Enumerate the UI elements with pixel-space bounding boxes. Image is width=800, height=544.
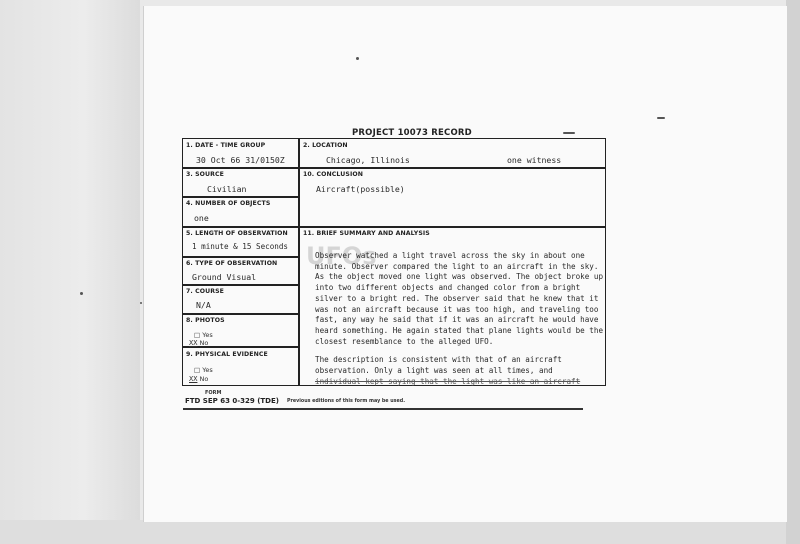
physical-evidence-label: 9. PHYSICAL EVIDENCE [186,351,268,358]
course-label: 7. COURSE [186,288,224,295]
source-label: 3. SOURCE [186,171,224,178]
photos-yes-label: Yes [202,331,213,339]
conclusion-label: 10. CONCLUSION [303,171,363,178]
footer-rule [183,408,583,410]
witness-count: one witness [507,155,562,165]
row-divider [182,226,606,228]
evidence-no-label: No [199,375,209,383]
location-label: 2. LOCATION [303,142,348,149]
summary-paragraph-2: The description is consistent with that of an aircraft observation. Only a light was seen at all times, and [315,355,562,376]
photos-label: 8. PHOTOS [186,317,225,324]
number-of-objects-value: one [194,213,209,223]
photos-no-label: No [199,339,209,347]
form-title: PROJECT 10073 RECORD [352,128,472,138]
checkbox-icon: □ [194,366,201,374]
source-value: Civilian [207,184,247,194]
form-word: FORM [205,390,222,396]
dust-speck [80,292,83,295]
number-of-objects-label: 4. NUMBER OF OBJECTS [186,200,271,207]
row-divider [182,167,606,169]
scan-bottom-margin [0,520,800,544]
row-divider [182,256,299,258]
course-value: N/A [196,300,211,310]
row-divider [182,313,299,315]
evidence-no-mark: XX [189,375,198,383]
type-of-observation-value: Ground Visual [192,272,257,282]
summary-paragraph-3: individual kept saying that the light was like an aircraft [315,376,581,386]
location-value: Chicago, Illinois [326,155,410,165]
dust-speck [657,117,665,119]
summary-label: 11. BRIEF SUMMARY AND ANALYSIS [303,230,430,237]
row-divider [182,284,299,286]
length-of-observation-label: 5. LENGTH OF OBSERVATION [186,230,288,237]
watermark-text: UFOs [306,242,377,270]
dust-speck [563,132,575,134]
evidence-yes-option [194,366,213,374]
photos-yes-option [194,331,213,339]
checkbox-icon: □ [194,331,201,339]
row-divider [182,196,299,198]
length-of-observation-value: 1 minute & 15 Seconds [192,242,289,251]
scan-left-margin [0,0,140,544]
dust-speck [140,302,142,304]
date-time-value: 30 Oct 66 31/0150Z [196,155,285,165]
conclusion-value: Aircraft(possible) [316,184,405,194]
form-note: Previous editions of this form may be used. [287,399,406,404]
scan-right-edge [786,0,800,544]
summary-paragraph-1: Observer watched a light travel across the sky in about one minute. Observer compared the light to an aircraft in the sky. As the object moved one light was observed. The object broke up into two different objects and changed color from a bright silver to a bright red. The observer said that he knew that it was not an aircraft because it was too high, and traveling too fast, any way he said that if it was an aircraft he would have heard something. He again stated that plane lights would be the closest resemblance to the alleged UFO. [315,251,604,346]
form-code: FTD SEP 63 0-329 (TDE) [185,397,279,405]
photos-no-option [189,339,208,347]
type-of-observation-label: 6. TYPE OF OBSERVATION [186,260,278,267]
dust-speck [356,57,359,60]
watermark-logo [296,236,446,276]
photos-no-mark: XX [189,339,198,347]
date-time-label: 1. DATE - TIME GROUP [186,142,266,149]
evidence-yes-label: Yes [202,366,213,374]
evidence-no-option [189,375,208,383]
